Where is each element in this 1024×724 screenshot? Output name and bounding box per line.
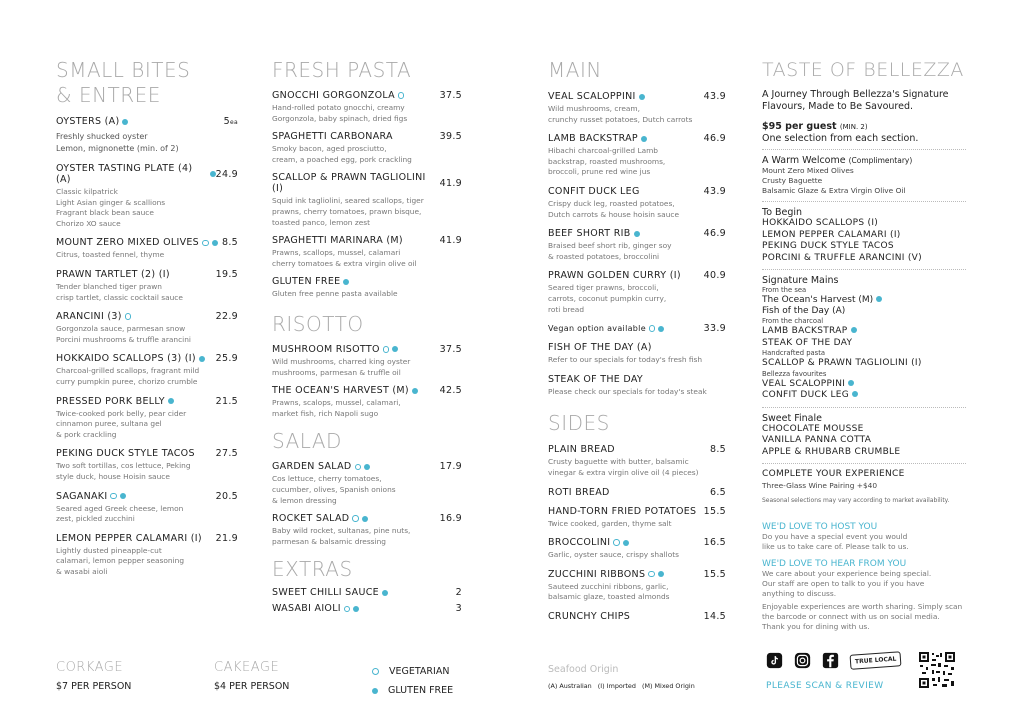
gluten-free-icon — [851, 327, 857, 333]
item-price: 37.5 — [439, 90, 462, 101]
menu-item — [272, 235, 462, 269]
menu-item — [56, 311, 238, 345]
menu-item — [548, 91, 726, 125]
item-price: 43.9 — [703, 185, 726, 197]
section-title: SIDES — [548, 411, 610, 436]
item-price: 14.5 — [703, 610, 726, 622]
menu-item — [272, 587, 462, 598]
item-name: GLUTEN FREE — [272, 276, 341, 288]
item-name: CRUNCHY CHIPS — [548, 610, 631, 622]
vegetarian-icon — [352, 515, 359, 522]
item-price: 3 — [455, 603, 462, 615]
item-description: Citrus, toasted fennel, thyme — [56, 250, 165, 260]
item-price: 8.5 — [221, 237, 238, 249]
main-column — [548, 58, 726, 622]
section-title: SALAD — [272, 429, 342, 454]
item-name: ARANCINI (3) — [56, 311, 122, 323]
item-price: 24.9 — [215, 168, 238, 180]
item-description: Seared tiger prawns, broccoli, carrots, coconut pumpkin curry, roti bread — [548, 283, 667, 314]
taste-menu-line: STEAK OF THE DAY — [762, 337, 853, 348]
item-description: Wild mushrooms, charred king oyster mushrooms, parmesan & truffle oil — [272, 356, 411, 377]
item-price: 42.5 — [439, 385, 462, 397]
item-price: 8.5 — [709, 444, 726, 456]
item-name: GNOCCHI GORGONZOLA — [272, 90, 395, 101]
vegetarian-icon — [355, 464, 362, 471]
gluten-free-icon — [852, 391, 858, 397]
item-price: 20.5 — [215, 490, 238, 502]
gluten-free-icon — [122, 119, 128, 125]
item-price: 27.5 — [215, 448, 238, 460]
menu-item — [548, 444, 726, 478]
item-name: ROTI BREAD — [548, 486, 610, 498]
item-price: 43.9 — [703, 91, 726, 102]
item-price: 2 — [455, 587, 462, 599]
taste-menu-line: HOKKAIDO SCALLOPS (I) — [762, 218, 879, 228]
item-description: Braised beef short rib, ginger soy & roasted potatoes, broccolini — [548, 241, 672, 261]
section-title: MAIN — [548, 58, 602, 82]
item-description: Prawns, scallops, mussel, calamari cherry tomatoes & extra virgin olive oil — [272, 248, 417, 268]
item-price: 46.9 — [703, 133, 726, 145]
item-description: Prawns, scalops, mussel, calamari, market fish, rich Napoli sugo — [272, 398, 401, 418]
vegetarian-icon — [613, 539, 620, 546]
menu-item — [272, 90, 462, 124]
item-description: Gorgonzola sauce, parmesan snow Porcini mushrooms & truffle arancini — [56, 324, 191, 344]
item-description: Crispy duck leg, roasted potatoes, Dutch carrots & house hoisin sauce — [548, 198, 679, 219]
item-price: 33.9 — [703, 323, 726, 335]
taste-menu-line: APPLE & RHUBARB CRUMBLE — [762, 446, 901, 457]
item-description: Baby wild rocket, sultanas, pine nuts, parmesan & balsamic dressing — [272, 526, 411, 546]
item-name: PEKING DUCK STYLE TACOS — [56, 448, 195, 460]
taste-menu-line: Crusty Baguette — [762, 176, 823, 185]
menu-item — [56, 448, 238, 482]
tiktok-icon[interactable] — [766, 652, 783, 669]
taste-menu-line: CHOCOLATE MOUSSE — [762, 423, 864, 434]
gluten-free-icon — [639, 94, 645, 100]
item-description: Cos lettuce, cherry tomatoes, cucumber, olives, Spanish onions & lemon dressing — [272, 474, 396, 505]
gluten-free-icon — [362, 516, 368, 522]
taste-column: TASTE OF BELLEZZA A Journey Through Bellezza's Signature Flavours, Made to Be Savoured. $95 per guest (MIN. 2) One selection from each section. A Warm Welcome (Complimentary) Mount Zero Mixed Olives Crusty Baguette Balsamic Glaze & Extra Virgin Olive Oil To Begin HOKKAIDO SCALLOPS (I) LEMON PEPPER CALAMARI (I) PEKING DUCK STYLE TACOS PORCINI & TRUFFLE ARANCINI (V) Signature Mains From the sea The Ocean's Harvest (M) Fish of the Day (A) From the charcoal LAMB BACKSTRAP STEAK OF THE DAY Handcrafted pasta SCALLOP & PRAWN TAGLIOLINI (I) Bellezza favourites VEAL SCALOPPINI CONFIT DUCK LEG Sweet Finale CHOCOLATE MOUSSE VANILLA PANNA COTTA APPLE & RHUBARB CRUMBLE COMPLETE YOUR EXPERIENCE Three-Glass Wine Pairing +$40 Seasonal selections may vary according to market availability. WE'D LOVE TO HOST YOU Do you have a special event you would like us to take care of. Please talk to us. WE'D LOVE TO HEAR FROM YOU We care about your experience being special. Our staff are open to talk to you if you have anything to discuss. Enjoyable experiences are worth sharing. Simply scan the barcode or connect with us on social media. Thank you for dining with us. — [762, 58, 966, 632]
pasta-column — [272, 58, 462, 614]
item-price: 16.9 — [439, 513, 462, 525]
item-name: LAMB BACKSTRAP — [548, 133, 638, 145]
item-price: 16.5 — [703, 537, 726, 549]
taste-menu-line: PORCINI & TRUFFLE ARANCINI (V) — [762, 252, 922, 263]
seafood-origin-legend: Seafood Origin (A) Australian (I) Imported (M) Mixed Origin — [548, 664, 695, 690]
item-name: WASABI AIOLI — [272, 603, 341, 615]
item-name: PRESSED PORK BELLY — [56, 395, 165, 407]
item-name: PLAIN BREAD — [548, 444, 615, 456]
item-description: Charcoal-grilled scallops, fragrant mild curry pumpkin puree, chorizo crumble — [56, 366, 200, 386]
item-description: Lightly dusted pineapple-cut calamari, lemon pepper seasoning & wasabi aioli — [56, 545, 185, 576]
item-price: 17.9 — [439, 461, 462, 473]
gluten-free-icon — [876, 296, 882, 302]
gluten-free-icon — [353, 606, 359, 612]
menu-item — [272, 344, 462, 378]
menu-item — [548, 569, 726, 603]
item-description: Classic kilpatrick Light Asian ginger & scallions Fragrant black bean sauce Chorizo XO sauce — [56, 187, 166, 228]
item-name: VEAL SCALOPPINI — [548, 91, 636, 102]
section-title: SMALL BITES & ENTREE — [56, 58, 191, 107]
vegetarian-icon — [125, 313, 132, 320]
gluten-free-icon — [848, 380, 854, 386]
gluten-free-icon — [623, 540, 629, 546]
item-price: 15.5 — [703, 568, 726, 580]
item-name: HAND-TORN FRIED POTATOES — [548, 505, 697, 517]
gluten-free-icon — [199, 356, 205, 362]
gluten-free-icon — [168, 398, 174, 404]
instagram-icon[interactable] — [794, 652, 811, 669]
menu-item — [272, 603, 462, 614]
small-bites-column — [56, 58, 238, 577]
item-price: 39.5 — [439, 131, 462, 143]
menu-item — [272, 172, 462, 228]
gluten-free-icon — [343, 279, 349, 285]
menu-item — [56, 269, 238, 303]
menu-item — [272, 276, 462, 300]
gluten-free-icon — [412, 388, 418, 394]
item-price: 15.5 — [703, 505, 726, 517]
item-description: Gluten free penne pasta available — [272, 289, 398, 299]
item-price: 41.9 — [439, 177, 462, 189]
item-description: Refer to our specials for today's fresh fish — [548, 355, 703, 365]
taste-menu-line: LAMB BACKSTRAP — [762, 326, 966, 338]
vegetarian-icon — [372, 668, 379, 675]
item-name: ROCKET SALAD — [272, 513, 350, 525]
item-description: Wild mushrooms, cream, crunchy russet potatoes, Dutch carrots — [548, 104, 693, 124]
item-name: PRAWN TARTLET (2) (I) — [56, 268, 170, 280]
menu-item — [548, 186, 726, 220]
item-name: STEAK OF THE DAY — [548, 373, 644, 385]
menu-item — [548, 270, 726, 315]
gluten-free-icon — [120, 493, 126, 499]
scan-review-text: PLEASE SCAN & REVIEW — [766, 681, 884, 691]
item-price: 19.5 — [215, 268, 238, 280]
item-name: SWEET CHILLI SAUCE — [272, 587, 379, 599]
item-description: Two soft tortillas, cos lettuce, Peking style duck, house Hoisin sauce — [56, 461, 191, 481]
item-name: LEMON PEPPER CALAMARI (I) — [56, 532, 202, 544]
item-price: 37.5 — [439, 343, 462, 355]
item-name: THE OCEAN'S HARVEST (M) — [272, 385, 409, 397]
item-description: Hand-rolled potato gnocchi, creamy Gorgonzola, baby spinach, dried figs — [272, 103, 408, 123]
menu-item — [548, 323, 726, 334]
host-title: WE'D LOVE TO HOST YOU — [762, 521, 878, 532]
menu-item — [548, 611, 726, 622]
item-description: Please check our specials for today's steak — [548, 386, 707, 396]
true-local-badge[interactable]: TRUE LOCAL — [850, 651, 902, 670]
item-name: BEEF SHORT RIB — [548, 228, 631, 240]
taste-menu-line: Balsamic Glaze & Extra Virgin Olive Oil — [762, 186, 906, 195]
diet-legend: VEGETARIAN GLUTEN FREE — [372, 662, 453, 700]
item-description: Hibachi charcoal-grilled Lamb backstrap, roasted mushrooms, broccoli, prune red wine jus — [548, 146, 666, 177]
vegetarian-icon — [383, 346, 390, 353]
taste-menu-line: PEKING DUCK STYLE TACOS — [762, 241, 894, 251]
vegetarian-icon — [649, 325, 656, 332]
gluten-free-icon — [658, 326, 664, 332]
taste-intro: A Journey Through Bellezza's Signature Flavours, Made to Be Savoured. — [762, 89, 949, 112]
item-name: SCALLOP & PRAWN TAGLIOLINI (I) — [272, 172, 426, 195]
vegetarian-icon — [202, 240, 209, 247]
menu-item — [272, 385, 462, 419]
hear-title: WE'D LOVE TO HEAR FROM YOU — [762, 558, 907, 569]
taste-menu-line: CONFIT DUCK LEG — [762, 390, 966, 402]
menu-item: OYSTERS (A) 5ea Freshly shucked oyster Lemon, mignonette (min. of 2) — [56, 116, 238, 153]
taste-menu-line: SCALLOP & PRAWN TAGLIOLINI (I) — [762, 358, 922, 368]
menu-item — [548, 342, 726, 366]
gluten-free-icon — [392, 346, 398, 352]
taste-menu-line: The Ocean's Harvest (M) — [762, 295, 966, 306]
facebook-icon[interactable] — [822, 652, 839, 669]
item-name: MUSHROOM RISOTTO — [272, 343, 380, 355]
item-name: PRAWN GOLDEN CURRY (I) — [548, 270, 681, 282]
menu-item — [272, 131, 462, 165]
item-price: 46.9 — [703, 228, 726, 240]
taste-menu-line: VEAL SCALOPPINI — [762, 379, 966, 391]
item-name: HOKKAIDO SCALLOPS (3) (I) — [56, 353, 196, 365]
item-name: SAGANAKI — [56, 490, 108, 502]
vegetarian-icon — [110, 493, 117, 500]
gluten-free-icon — [382, 590, 388, 596]
vegetarian-icon — [648, 571, 655, 578]
menu-item — [548, 374, 726, 398]
item-name: OYSTER TASTING PLATE (4) (A) — [56, 163, 193, 185]
menu-item — [272, 461, 462, 506]
cakeage-info: CAKEAGE $4 PER PERSON — [214, 660, 290, 692]
item-name: GARDEN SALAD — [272, 461, 352, 473]
item-name: ZUCCHINI RIBBONS — [548, 568, 646, 580]
item-price: 22.9 — [215, 311, 238, 323]
social-links — [766, 652, 901, 669]
vegetarian-icon — [398, 92, 405, 99]
item-price: 25.9 — [215, 353, 238, 365]
item-description: Sauteed zucchini ribbons, garlic, balsamic glaze, toasted almonds — [548, 581, 670, 602]
section-title: FRESH PASTA — [272, 58, 412, 82]
item-price: 41.9 — [439, 235, 462, 247]
item-description: Twice-cooked pork belly, pear cider cinnamon puree, sultana gel & pork crackling — [56, 408, 187, 439]
menu-item — [56, 237, 238, 261]
menu-item — [548, 133, 726, 178]
item-price: 6.5 — [709, 486, 726, 498]
gluten-free-icon — [641, 136, 647, 142]
item-description: Garlic, oyster sauce, crispy shallots — [548, 550, 679, 560]
item-name: MOUNT ZERO MIXED OLIVES — [56, 237, 200, 249]
gluten-free-icon — [634, 231, 640, 237]
item-name: BROCCOLINI — [548, 537, 611, 549]
menu-item — [548, 506, 726, 530]
item-price: 21.5 — [215, 395, 238, 407]
menu-item — [548, 487, 726, 498]
vegetarian-icon — [344, 606, 351, 613]
taste-menu-line: VANILLA PANNA COTTA — [762, 435, 872, 445]
gluten-free-icon — [372, 688, 378, 694]
gluten-free-icon — [658, 571, 664, 577]
section-title: RISOTTO — [272, 311, 364, 336]
menu-item — [548, 228, 726, 262]
section-title: TASTE OF BELLEZZA — [762, 59, 964, 81]
menu-item — [56, 396, 238, 441]
item-price: 21.9 — [215, 532, 238, 544]
item-price: 40.9 — [703, 270, 726, 282]
qr-code-icon[interactable] — [918, 651, 956, 689]
gluten-free-icon — [212, 240, 218, 246]
section-title: EXTRAS — [272, 557, 353, 582]
menu-item — [56, 163, 238, 229]
item-name: Vegan option available — [548, 324, 646, 334]
menu-item — [272, 513, 462, 547]
item-description: Tender blanched tiger prawn crisp tartlet, classic cocktail sauce — [56, 281, 183, 302]
taste-menu-line: Mount Zero Mixed Olives — [762, 166, 854, 175]
menu-item — [56, 353, 238, 387]
gluten-free-icon — [364, 464, 370, 470]
item-name: SPAGHETTI MARINARA (M) — [272, 235, 403, 247]
menu-item — [56, 533, 238, 578]
item-name: SPAGHETTI CARBONARA — [272, 131, 393, 143]
item-description: Squid ink tagliolini, seared scallops, tiger prawns, cherry tomatoes, prawn bisque, toasted panco, lemon zest — [272, 196, 424, 227]
menu-item — [56, 491, 238, 525]
item-description: Twice cooked, garden, thyme salt — [548, 518, 672, 528]
corkage-info: CORKAGE $7 PER PERSON — [56, 660, 132, 692]
item-description: Crusty baguette with butter, balsamic vinegar & extra virgin olive oil (4 pieces) — [548, 457, 699, 477]
item-description: Seared aged Greek cheese, lemon zest, pickled zucchini — [56, 503, 184, 524]
taste-menu-line: LEMON PEPPER CALAMARI (I) — [762, 229, 901, 240]
menu-item — [548, 537, 726, 561]
taste-menu-line: Fish of the Day (A) — [762, 306, 846, 316]
item-description: Smoky bacon, aged prosciutto, cream, a poached egg, pork crackling — [272, 144, 412, 164]
item-name: CONFIT DUCK LEG — [548, 185, 640, 197]
item-name: FISH OF THE DAY (A) — [548, 342, 652, 354]
